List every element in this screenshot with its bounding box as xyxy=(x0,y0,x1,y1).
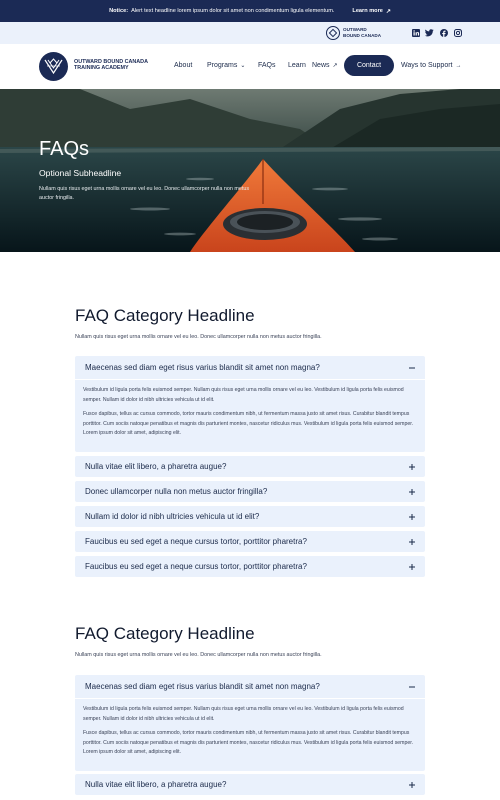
linkedin-icon[interactable] xyxy=(411,28,420,37)
hero-title: FAQs xyxy=(39,138,90,160)
faq-item-open xyxy=(75,356,425,452)
plus-icon xyxy=(408,563,416,571)
faq-item[interactable] xyxy=(75,506,425,527)
faq-item[interactable] xyxy=(75,531,425,552)
utility-bar xyxy=(0,22,500,44)
nav-link-about[interactable] xyxy=(174,62,192,69)
twitter-icon[interactable] xyxy=(425,28,434,37)
facebook-icon[interactable] xyxy=(439,28,448,37)
faq-question: Donec ullamcorper nulla non metus auctor fringilla? xyxy=(85,487,268,496)
faq-item[interactable] xyxy=(75,481,425,502)
nav-link-programs[interactable] xyxy=(207,62,245,69)
chevron-down-icon: ⌄ xyxy=(240,63,246,69)
hero-subtitle: Optional Subheadline xyxy=(39,168,122,178)
alert-learn-more-label: Learn more xyxy=(352,8,383,14)
faq-question: Maecenas sed diam eget risus varius blandit sit amet non magna? xyxy=(85,682,320,691)
nav-link-faqs[interactable] xyxy=(258,62,276,69)
nav-link-learn-label: Learn xyxy=(288,62,306,69)
faq-answer-paragraph: Vestibulum id ligula porta felis euismod semper. Nullam quis risus eget urna mollis ornare vel eu leo. Vestibulum id ligula porta felis euismod semper. Nullam id dolor id nibh ultricies vehicula ut id elit. xyxy=(83,706,404,722)
faq-divider xyxy=(75,379,425,380)
faq-answer-paragraph: Fusce dapibus, tellus ac cursus commodo, tortor mauris condimentum nibh, ut fermentum massa justo sit amet risus. Curabitur blandit tempus porttitor. Cum sociis natoque penatibus et magnis dis parturient montes, nascetur ridiculus mus. Vestibulum id ligula porta felis euismod semper. Lorem ipsum dolor sit amet, adipiscing elit. xyxy=(83,730,414,755)
faq-question: Maecenas sed diam eget risus varius blandit sit amet non magna? xyxy=(85,363,320,372)
instagram-icon[interactable] xyxy=(453,28,462,37)
alert-learn-more-link[interactable] xyxy=(352,8,391,15)
faq-category-title: FAQ Category Headline xyxy=(75,306,255,325)
faq-question: Nulla vitae elit libero, a pharetra augue? xyxy=(85,780,227,789)
utility-logo-icon[interactable] xyxy=(326,26,340,40)
nav-link-news-label: News xyxy=(312,62,330,69)
plus-icon xyxy=(408,781,416,789)
minus-icon xyxy=(408,683,416,691)
faq-question-header[interactable] xyxy=(75,675,425,698)
alert-label: Notice: xyxy=(109,8,129,14)
faq-item[interactable] xyxy=(75,456,425,477)
faq-item-open xyxy=(75,675,425,771)
minus-icon xyxy=(408,364,416,372)
alert-text: Alert text headline lorem ipsum dolor sit amet non condimentum ligula elementum. xyxy=(131,8,335,14)
brand-name[interactable]: OUTWARD BOUND CANADA TRAINING ACADEMY xyxy=(74,59,148,72)
faq-question: Faucibus eu sed eget a neque cursus tortor, porttitor pharetra? xyxy=(85,537,307,546)
nav-link-programs-label: Programs xyxy=(207,62,238,69)
faq-question: Nullam id dolor id nibh ultricies vehicula ut id elit? xyxy=(85,512,260,521)
hero-text: Nullam quis risus eget urna mollis ornare vel eu leo. Donec ullamcorper nulla non metus auctor fringilla. xyxy=(39,186,250,201)
nav-link-news[interactable] xyxy=(312,62,338,69)
faq-question: Faucibus eu sed eget a neque cursus tortor, porttitor pharetra? xyxy=(85,562,307,571)
faq-category-title: FAQ Category Headline xyxy=(75,624,255,643)
arrow-right-icon: → xyxy=(455,62,462,69)
plus-icon xyxy=(408,513,416,521)
faq-answer-paragraph: Vestibulum id ligula porta felis euismod semper. Nullam quis risus eget urna mollis ornare vel eu leo. Vestibulum id ligula porta felis euismod semper. Nullam id dolor id nibh ultricies vehicula ut id elit. xyxy=(83,387,404,403)
plus-icon xyxy=(408,488,416,496)
faq-question: Nulla vitae elit libero, a pharetra augue? xyxy=(85,462,227,471)
faq-question-header[interactable] xyxy=(75,356,425,379)
ways-to-support-link[interactable] xyxy=(401,62,462,69)
utility-brand[interactable]: OUTWARD BOUND CANADA xyxy=(343,27,382,38)
faq-item[interactable] xyxy=(75,774,425,795)
plus-icon xyxy=(408,538,416,546)
ways-to-support-label: Ways to Support xyxy=(401,62,453,69)
external-arrow-icon: ↗ xyxy=(332,63,338,69)
hero-banner xyxy=(0,89,500,252)
alert-bar xyxy=(0,0,500,22)
external-arrow-icon: ↗ xyxy=(385,8,391,15)
nav-link-faqs-label: FAQs xyxy=(258,62,276,69)
contact-button[interactable]: Contact xyxy=(344,55,394,76)
faq-category-description: Nullam quis risus eget urna mollis ornare vel eu leo. Donec ullamcorper nulla non metus auctor fringilla. xyxy=(75,652,322,658)
faq-category-description: Nullam quis risus eget urna mollis ornare vel eu leo. Donec ullamcorper nulla non metus auctor fringilla. xyxy=(75,334,322,340)
nav-link-about-label: About xyxy=(174,62,193,69)
faq-divider xyxy=(75,698,425,699)
nav-link-learn[interactable] xyxy=(288,62,306,69)
brand-logo-icon[interactable] xyxy=(39,52,68,81)
faq-answer-paragraph: Fusce dapibus, tellus ac cursus commodo, tortor mauris condimentum nibh, ut fermentum massa justo sit amet risus. Curabitur blandit tempus porttitor. Cum sociis natoque penatibus et magnis dis parturient montes, nascetur ridiculus mus. Vestibulum id ligula porta felis euismod semper. Lorem ipsum dolor sit amet, adipiscing elit. xyxy=(83,411,414,436)
main-nav xyxy=(0,44,500,89)
faq-item[interactable] xyxy=(75,556,425,577)
plus-icon xyxy=(408,463,416,471)
